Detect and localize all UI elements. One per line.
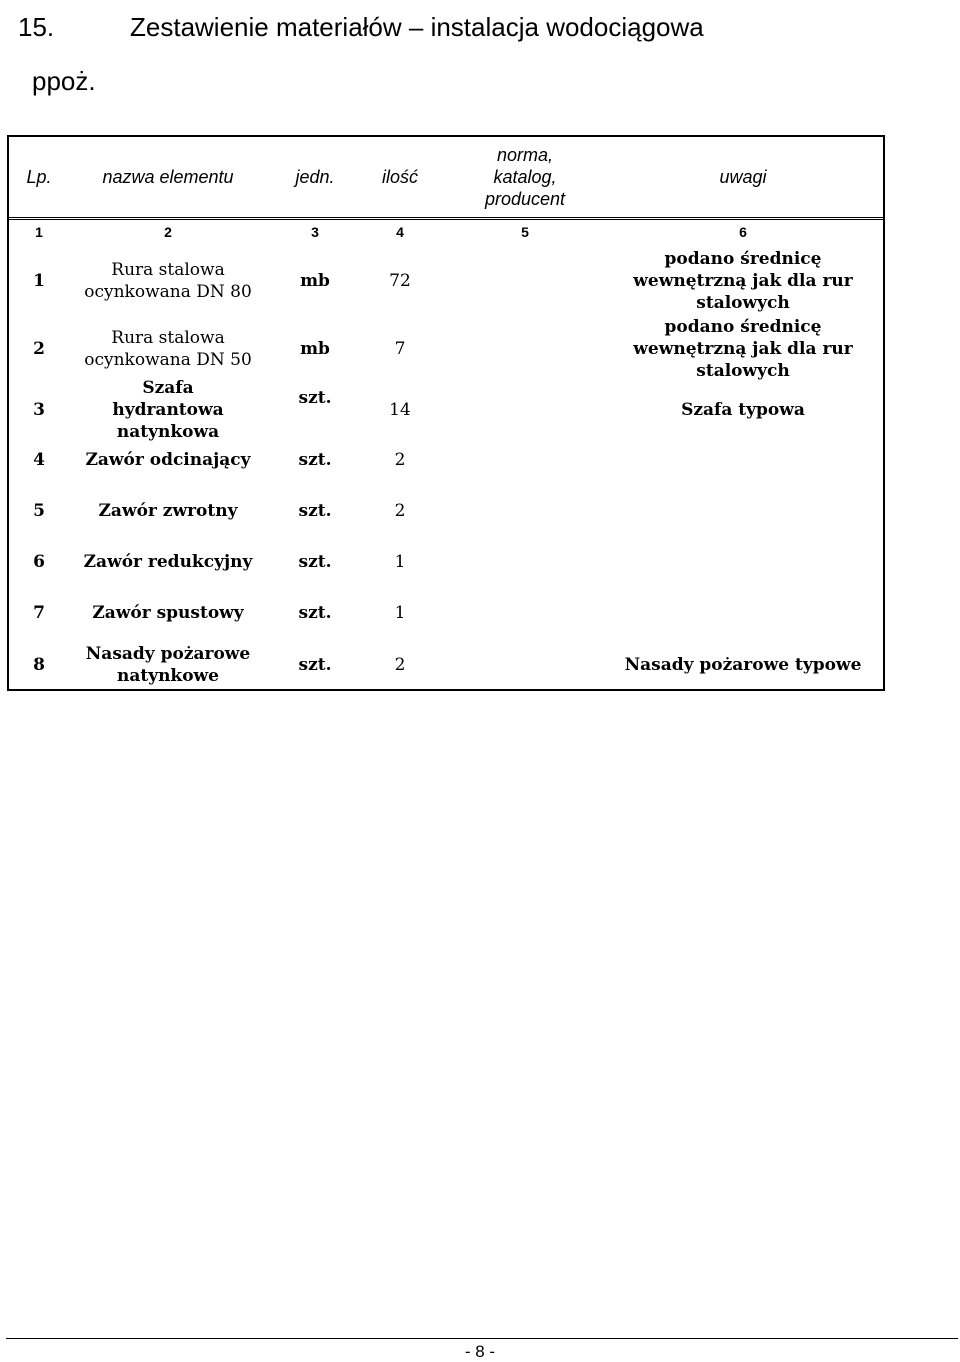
row-norm [445, 247, 605, 315]
row-unit: mb [300, 271, 330, 291]
row-qty: 1 [394, 552, 406, 572]
row-lp: 8 [33, 655, 45, 675]
row-lp: 2 [33, 339, 45, 359]
row-name: Rura stalowa ocynkowana DN 80 [84, 260, 252, 302]
colnum-2: 2 [164, 224, 172, 240]
row-notes [605, 498, 881, 524]
row-notes [605, 600, 881, 626]
table-row [9, 378, 883, 442]
row-qty: 2 [394, 655, 406, 675]
row-qty: 14 [389, 400, 411, 420]
table-row [9, 600, 883, 626]
row-notes: podano średnicę wewnętrzną jak dla rur stalowych [633, 317, 853, 381]
row-name: Szafa hydrantowa natynkowa [112, 378, 224, 442]
row-qty: 1 [394, 603, 406, 623]
section-number: 15. [18, 12, 55, 42]
row-norm [445, 549, 605, 575]
row-name: Zawór zwrotny [98, 501, 238, 521]
row-unit: szt. [298, 388, 332, 408]
row-qty: 7 [394, 339, 406, 359]
row-lp: 6 [33, 552, 45, 572]
row-name: Nasady pożarowe natynkowe [85, 644, 251, 686]
row-lp: 7 [33, 603, 45, 623]
table-row [9, 641, 883, 689]
row-qty: 2 [394, 450, 406, 470]
table-row [9, 315, 883, 383]
row-notes [605, 549, 881, 575]
colnum-4: 4 [396, 224, 404, 240]
row-unit: szt. [298, 603, 332, 623]
row-lp: 4 [33, 450, 45, 470]
header-qty: ilość [381, 167, 418, 187]
row-lp: 3 [33, 400, 45, 420]
row-notes [605, 447, 881, 473]
colnum-1: 1 [35, 224, 43, 240]
header-unit: jedn. [295, 167, 335, 187]
column-number-row [9, 221, 883, 243]
section-title: Zestawienie materiałów – instalacja wodociągowa [130, 12, 704, 42]
table-row [9, 498, 883, 524]
row-name: Rura stalowa ocynkowana DN 50 [84, 328, 252, 370]
header-notes: uwagi [719, 167, 767, 187]
row-norm [445, 385, 605, 435]
row-name: Zawór spustowy [92, 603, 244, 623]
row-norm [445, 641, 605, 689]
row-notes: Szafa typowa [681, 400, 805, 420]
header-lp: Lp. [26, 167, 52, 187]
row-lp: 1 [33, 271, 45, 291]
section-title-line2: ppoż. [32, 66, 96, 96]
row-notes: podano średnicę wewnętrzną jak dla rur stalowych [633, 249, 853, 313]
row-unit: mb [300, 339, 330, 359]
row-unit: szt. [298, 501, 332, 521]
table-row [9, 549, 883, 575]
header-name: nazwa elementu [102, 167, 234, 187]
row-name: Zawór redukcyjny [83, 552, 253, 572]
table-row [9, 247, 883, 315]
row-lp: 5 [33, 501, 45, 521]
table-row [9, 447, 883, 473]
table-header [9, 137, 883, 220]
materials-table [7, 135, 885, 691]
header-norm: norma, katalog, producent [484, 145, 566, 209]
row-unit: szt. [298, 655, 332, 675]
colnum-3: 3 [311, 224, 319, 240]
row-qty: 2 [394, 501, 406, 521]
row-norm [445, 447, 605, 473]
row-name: Zawór odcinający [85, 450, 251, 470]
row-qty: 72 [389, 271, 411, 291]
colnum-5: 5 [521, 224, 529, 240]
row-unit: szt. [298, 450, 332, 470]
footer-divider [6, 1338, 958, 1339]
row-unit: szt. [298, 552, 332, 572]
row-norm [445, 498, 605, 524]
document-heading [6, 0, 954, 108]
row-notes: Nasady pożarowe typowe [624, 655, 862, 675]
row-norm [445, 600, 605, 626]
row-norm [445, 315, 605, 383]
page-number: - 8 - [464, 1342, 496, 1361]
colnum-6: 6 [739, 224, 747, 240]
